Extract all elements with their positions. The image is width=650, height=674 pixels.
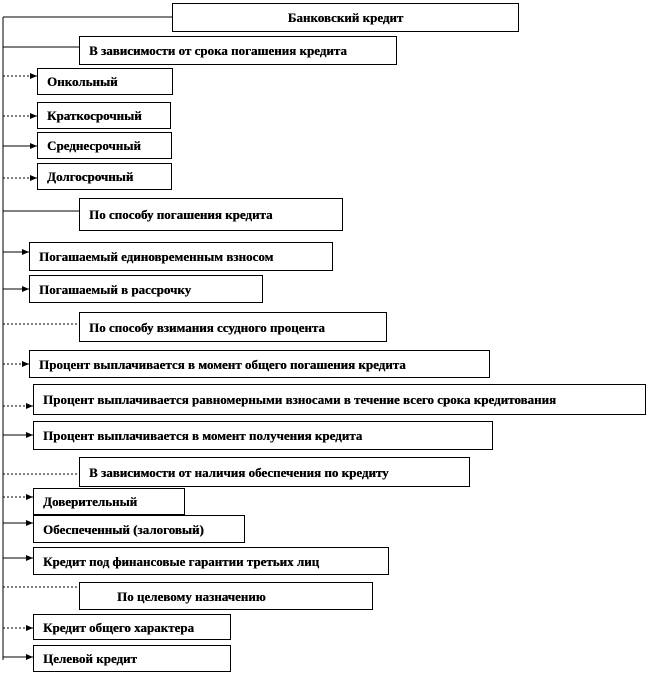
group-heading-label: В зависимости от наличия обеспечения по кредиту xyxy=(89,464,389,480)
group-heading-purpose xyxy=(79,582,373,610)
item-label: Кредит под финансовые гарантии третьих лиц xyxy=(43,553,320,569)
item-label: Погашаемый единовременным взносом xyxy=(39,249,274,264)
group-heading-label: По способу погашения кредита xyxy=(89,207,273,222)
item-label: Обеспеченный (залоговый) xyxy=(43,521,204,537)
title-box xyxy=(172,3,519,32)
item-label: Погашаемый в рассрочку xyxy=(39,281,192,297)
item-oncall-credit xyxy=(37,68,173,95)
item-label: Процент выплачивается равномерными взносами в течение всего срока кредитования xyxy=(43,392,556,407)
item-installment-repayment xyxy=(29,275,263,303)
item-label: Кредит общего характера xyxy=(43,619,194,635)
group-heading-label: По целевому назначению xyxy=(117,588,266,604)
item-interest-evenly xyxy=(33,384,646,415)
item-guarantee-credit xyxy=(33,547,389,575)
item-label: Среднесрочный xyxy=(47,138,141,153)
group-heading-repayment xyxy=(79,198,343,231)
item-label: Краткосрочный xyxy=(47,108,142,123)
item-label: Онкольный xyxy=(47,74,118,89)
item-interest-at-repayment xyxy=(29,350,490,378)
item-target-credit xyxy=(33,645,231,672)
group-heading-label: В зависимости от срока погашения кредита xyxy=(89,43,347,58)
item-label: Долгосрочный xyxy=(47,169,134,184)
item-medium-term-credit xyxy=(37,132,172,159)
item-label: Процент выплачивается в момент получения кредита xyxy=(43,428,363,443)
item-short-term-credit xyxy=(37,102,171,129)
item-interest-at-receipt xyxy=(33,421,493,450)
title-label: Банковский кредит xyxy=(287,10,404,25)
item-lump-sum-repayment xyxy=(29,242,333,271)
group-heading-interest xyxy=(79,312,387,342)
item-label: Целевой кредит xyxy=(43,651,137,666)
item-long-term-credit xyxy=(37,163,172,190)
group-heading-term xyxy=(79,36,397,65)
item-general-credit xyxy=(33,614,231,640)
item-label: Процент выплачивается в момент общего погашения кредита xyxy=(39,356,406,372)
group-heading-collateral xyxy=(79,457,470,487)
group-heading-label: По способу взимания ссудного процента xyxy=(89,319,325,335)
item-secured-credit xyxy=(33,515,245,543)
item-trust-credit xyxy=(33,488,185,515)
item-label: Доверительный xyxy=(43,494,138,509)
